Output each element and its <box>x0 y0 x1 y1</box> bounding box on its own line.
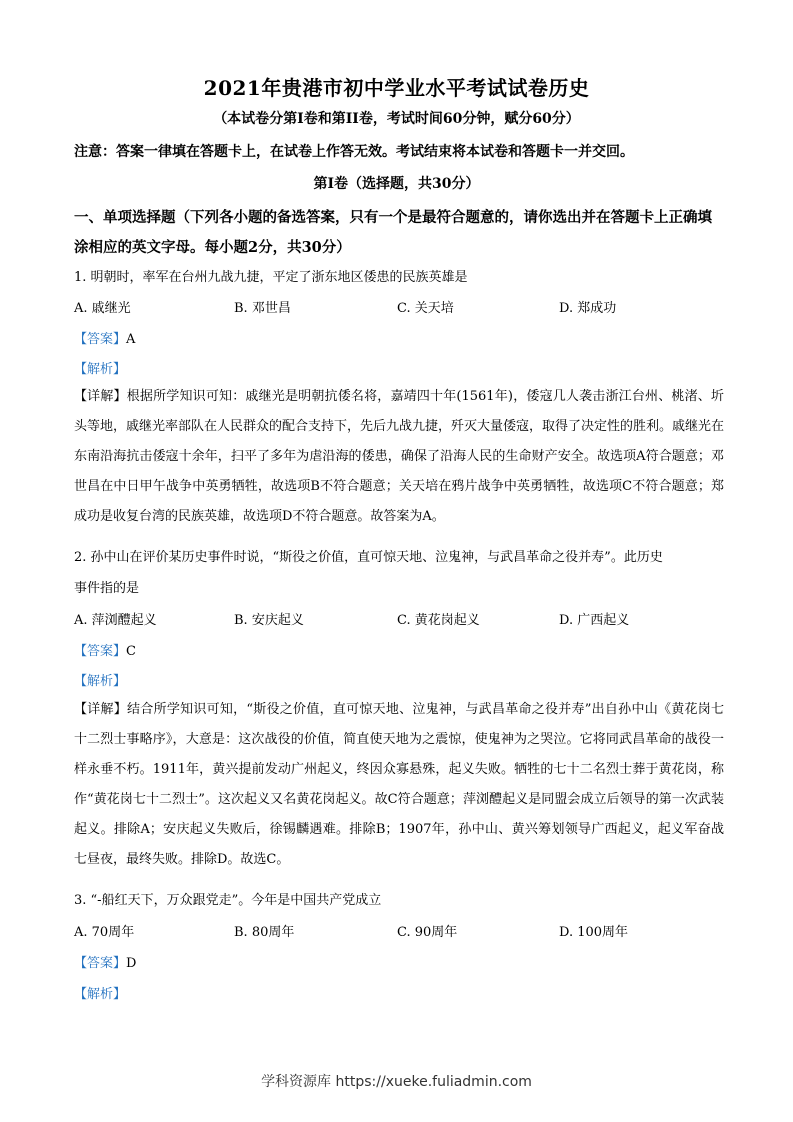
question-1-answer <box>74 328 135 347</box>
part-title: 第Ⅰ卷（选择题，共30分） <box>313 176 480 192</box>
answer-tag: 【答案】 <box>74 644 127 659</box>
answer-value: D <box>126 956 137 971</box>
question-3-option-a: A. 70周年 <box>74 925 135 940</box>
question-2-option-b: B. 安庆起义 <box>234 613 304 628</box>
question-3-stem: 3. “-船红天下，万众跟党走”。今年是中国共产党成立 <box>74 893 382 908</box>
question-3-answer <box>74 952 136 971</box>
question-1-option-c: C. 关天培 <box>397 301 454 316</box>
answer-tag: 【答案】 <box>74 332 127 347</box>
analysis-tag: 【解析】 <box>74 987 127 1002</box>
question-2-option-a: A. 萍浏醴起义 <box>74 613 157 628</box>
detail-tag: 【详解】 <box>74 389 127 404</box>
answer-value: C <box>126 644 136 659</box>
page-footer: 学科资源库 https://xueke.fuliadmin.com <box>261 1074 532 1090</box>
question-1-option-d: D. 郑成功 <box>559 301 617 316</box>
detail-text: 根据所学知识可知：戚继光是明朝抗倭名将，嘉靖四十年(1561年)，倭寇几人袭击浙江台州、桃渚、圻头等地，戚继光率部队在人民群众的配合支持下，先后九战九捷，歼灭大量倭寇，取得了决定性的胜利。戚继光在东南沿海抗击倭寇十余年，扫平了多年为虐沿海的倭患，确保了沿海人民的生命财产安全。故选项A符合题意；邓世昌在中日甲午战争中英勇牺牲，故选项B不符合题意；关天培在鸦片战争中英勇牺牲，故选项C不符合题意；郑成功是收复台湾的民族英雄，故选项D不符合题意。故答案为A。 <box>74 389 725 524</box>
question-3-analysis-tag <box>74 983 126 1002</box>
question-2-analysis-tag <box>74 670 126 689</box>
analysis-tag: 【解析】 <box>74 674 127 689</box>
detail-tag: 【详解】 <box>74 702 128 717</box>
question-2-stem-line2: 事件指的是 <box>74 581 140 596</box>
question-3-option-b: B. 80周年 <box>234 925 295 940</box>
exam-notice: 注意：答案一律填在答题卡上，在试卷上作答无效。考试结束将本试卷和答题卡一并交回。 <box>74 144 634 160</box>
question-1-analysis-tag <box>74 358 126 377</box>
answer-tag: 【答案】 <box>74 956 127 971</box>
question-2-answer <box>74 640 136 659</box>
question-2-option-c: C. 黄花岗起义 <box>397 613 480 628</box>
question-2-option-d: D. 广西起义 <box>559 613 630 628</box>
analysis-tag: 【解析】 <box>74 362 127 377</box>
section-title: 一、单项选择题（下列各小题的备选答案，只有一个是最符合题意的，请你选出并在答题卡上正确填涂相应的英文字母。每小题2分，共30分） <box>74 209 712 256</box>
question-2-detail <box>74 695 724 875</box>
question-1-detail <box>74 382 724 532</box>
question-1-option-a: A. 戚继光 <box>74 301 131 316</box>
question-1-stem: 1. 明朝时，率军在台州九战九捷，平定了浙东地区倭患的民族英雄是 <box>74 270 468 285</box>
question-1-option-b: B. 邓世昌 <box>234 301 291 316</box>
question-3-option-d: D. 100周年 <box>559 925 629 940</box>
exam-subtitle: （本试卷分第Ⅰ卷和第II卷，考试时间60分钟，赋分60分） <box>213 111 580 127</box>
answer-value: A <box>126 332 136 347</box>
question-3-option-c: C. 90周年 <box>397 925 458 940</box>
detail-text: 结合所学知识可知，“斯役之价值，直可惊天地、泣鬼神，与武昌革命之役并寿”出自孙中山《黄花岗七十二烈士事略序》，大意是：这次战役的价值，简直使天地为之震惊，使鬼神为之哭泣。它将同武昌革命的战役一样永垂不朽。1911年，黄兴提前发动广州起义，终因众寡悬殊，起义失败。牺牲的七十二名烈士葬于黄花岗，称作“黄花岗七十二烈士”。这次起义又名黄花岗起义。故C符合题意；萍浏醴起义是同盟会成立后领导的第一次武装起义。排除A；安庆起义失败后，徐锡麟遇难。排除B；1907年，孙中山、黄兴筹划领导广西起义，起义军奋战七昼夜，最终失败。排除D。故选C。 <box>74 702 724 867</box>
question-2-stem-line1: 2. 孙中山在评价某历史事件时说，“斯役之价值，直可惊天地、泣鬼神，与武昌革命之役并寿”。此历史 <box>74 550 663 565</box>
page-title: 2021年贵港市初中学业水平考试试卷历史 <box>203 76 590 100</box>
